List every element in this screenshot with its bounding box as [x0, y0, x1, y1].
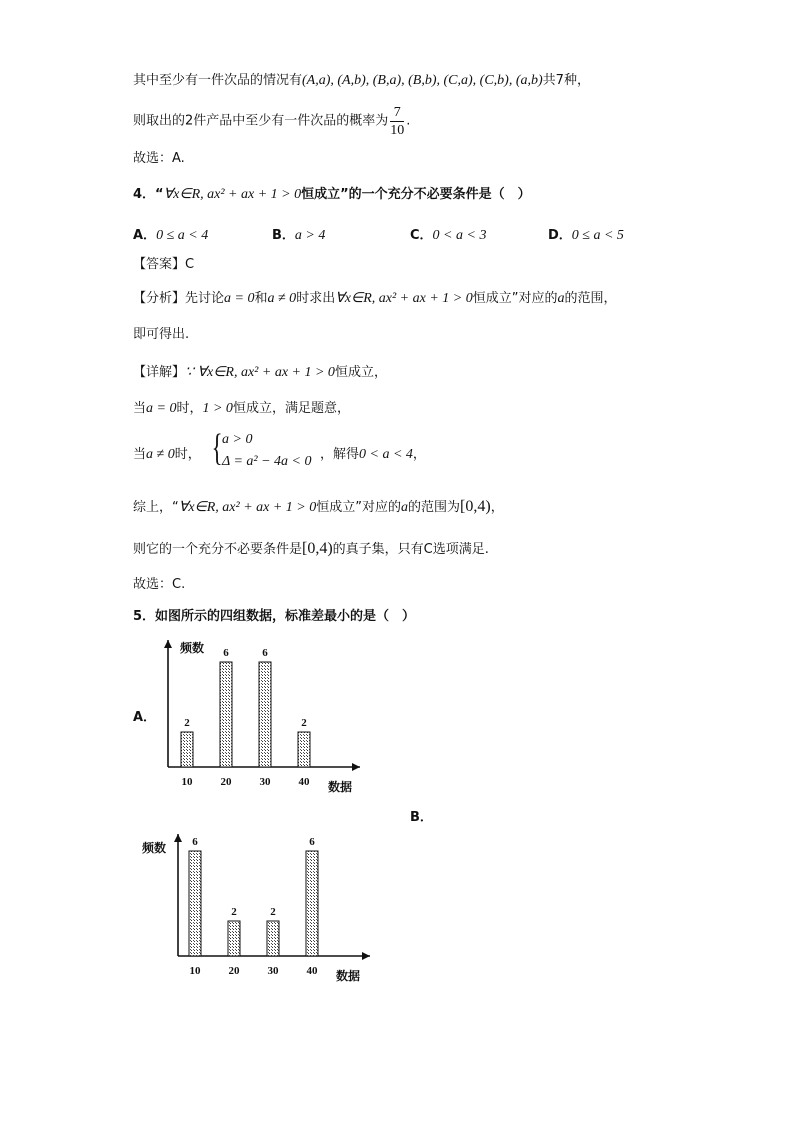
data-label: 6 — [262, 647, 268, 659]
option-b-label: B． — [272, 228, 295, 243]
tick-label: 30 — [259, 776, 271, 788]
choose-text: 故选：C. — [133, 577, 186, 592]
analysis-text-6: 即可得出. — [133, 327, 190, 342]
q4-stem — [133, 186, 531, 204]
option-b-text: a > 4 — [294, 228, 326, 243]
tick-label: 10 — [181, 776, 193, 788]
bar — [267, 921, 279, 956]
data-label: 6 — [309, 836, 315, 848]
x-axis-label: 数据 — [328, 780, 353, 794]
q4-detail — [133, 364, 387, 382]
q4-option-a — [133, 224, 208, 244]
q4-number: 4． — [133, 187, 156, 202]
line1-suffix: 共7种， — [542, 73, 590, 88]
bar — [306, 851, 318, 956]
q5-stem — [133, 608, 415, 626]
analysis-tag: 【分析】 — [133, 291, 186, 306]
bar — [220, 662, 232, 767]
case2-text-d: ， — [412, 447, 426, 462]
y-axis-label: 频数 — [180, 641, 205, 655]
option-a-text: 0 ≤ a < 4 — [156, 228, 209, 243]
x-axis-arrow — [362, 952, 370, 960]
text-line-2 — [133, 104, 410, 139]
answer-tag: 【答案】 — [133, 257, 186, 272]
option-d-text: 0 ≤ a < 5 — [571, 228, 624, 243]
case2-text-a: 当 — [133, 447, 147, 462]
case1-text-b: 时， — [176, 401, 203, 416]
chart-a — [160, 636, 380, 796]
tick-label: 40 — [298, 776, 310, 788]
data-label: 6 — [223, 647, 229, 659]
y-axis-arrow — [164, 640, 172, 648]
case1-math-2: 1 > 0 — [202, 401, 233, 416]
bar — [259, 662, 271, 767]
then-interval: [0,4) — [302, 540, 333, 557]
case2-text-c: ，解得 — [320, 447, 360, 462]
q4-case-1 — [133, 400, 350, 418]
line1-pairs: (A,a), (A,b), (B,a), (B,b), (C,a), (C,b), (a,b) — [302, 73, 543, 88]
q5-label-b: B． — [410, 810, 433, 825]
then-text-a: 则它的一个充分不必要条件是 — [133, 542, 303, 557]
case1-text-a: 当 — [133, 401, 147, 416]
analysis-text-5: 的范围， — [564, 291, 617, 306]
then-text-b: 的真子集，只有C选项满足. — [332, 542, 489, 557]
line1-prefix: 其中至少有一件次品的情况有 — [133, 73, 303, 88]
detail-text-1: 恒成立， — [334, 365, 387, 380]
q4-then — [133, 540, 489, 559]
line3-text: 故选：A. — [133, 151, 185, 166]
option-c-text: 0 < a < 3 — [432, 228, 487, 243]
case1-text-c: 恒成立，满足题意， — [232, 401, 350, 416]
summary-text-d: ， — [490, 500, 504, 515]
probability-fraction — [390, 104, 404, 139]
q4-choose — [133, 576, 185, 594]
y-axis-label: 频数 — [142, 841, 167, 855]
fraction-numerator: 7 — [390, 104, 404, 122]
data-label: 2 — [184, 717, 190, 729]
data-label: 2 — [231, 906, 237, 918]
tick-label: 40 — [306, 965, 318, 977]
bar — [189, 851, 201, 956]
tick-label: 20 — [220, 776, 232, 788]
tick-label: 20 — [228, 965, 240, 977]
bar — [298, 732, 310, 767]
detail-math-1: ∵ ∀x∈R, ax² + ax + 1 > 0 — [185, 365, 335, 380]
case1-math: a = 0 — [146, 401, 177, 416]
x-axis-label: 数据 — [336, 969, 361, 983]
left-brace: { — [211, 427, 223, 469]
data-label: 2 — [301, 717, 307, 729]
q4-stem-math: ∀x∈R, ax² + ax + 1 > 0 — [163, 187, 302, 202]
summary-text-c: 的范围为 — [408, 500, 461, 515]
analysis-text-4: 恒成立”对应的 — [472, 291, 558, 306]
q4-stem-rest: 恒成立”的一个充分不必要条件是（ ） — [301, 187, 531, 202]
q4-case-2-prefix — [133, 446, 201, 464]
y-axis-arrow — [174, 834, 182, 842]
analysis-math-2: a ≠ 0 — [267, 291, 297, 306]
analysis-math-4: a — [557, 291, 565, 306]
case2-math-2: 0 < a < 4 — [359, 447, 413, 462]
text-line-3 — [133, 150, 185, 168]
analysis-math-3: ∀x∈R, ax² + ax + 1 > 0 — [335, 291, 473, 306]
analysis-text-1: 先讨论 — [185, 291, 225, 306]
data-label: 2 — [270, 906, 276, 918]
text-line-1 — [133, 72, 590, 90]
answer-value: C — [185, 257, 195, 272]
q4-case-2-suffix — [320, 446, 426, 464]
option-d-label: D． — [548, 228, 572, 243]
option-c-label: C． — [410, 228, 433, 243]
summary-text-b: 恒成立”对应的 — [316, 500, 402, 515]
q4-summary — [133, 498, 504, 517]
case2-math: a ≠ 0 — [146, 447, 175, 462]
summary-text-a: 综上，“ — [133, 500, 179, 515]
q4-open-quote: “ — [155, 187, 164, 202]
option-a-label: A． — [133, 228, 157, 243]
case2-text-b: 时， — [174, 447, 201, 462]
q5-label-a: A． — [133, 710, 157, 725]
tick-label: 30 — [267, 965, 279, 977]
summary-math: ∀x∈R, ax² + ax + 1 > 0 — [178, 500, 317, 515]
tick-label: 10 — [189, 965, 201, 977]
summary-math-2: a — [401, 500, 409, 515]
bar — [228, 921, 240, 956]
system-row-1: a > 0 — [222, 432, 253, 447]
chart-b — [140, 830, 380, 995]
q4-analysis-cont — [133, 326, 189, 344]
analysis-text-3: 时求出 — [296, 291, 336, 306]
line2-prefix: 则取出的2件产品中至少有一件次品的概率为 — [133, 113, 389, 129]
data-label: 6 — [192, 836, 198, 848]
q4-analysis — [133, 290, 616, 308]
detail-tag: 【详解】 — [133, 365, 186, 380]
system-row-2: Δ = a² − 4a < 0 — [222, 454, 312, 469]
line2-suffix: . — [406, 113, 411, 129]
q4-option-d — [548, 224, 624, 244]
summary-interval: [0,4) — [460, 498, 491, 515]
q4-option-c — [410, 224, 486, 244]
x-axis-arrow — [352, 763, 360, 771]
q4-option-b — [272, 224, 325, 244]
analysis-math-1: a = 0 — [224, 291, 255, 306]
q4-answer — [133, 256, 194, 274]
analysis-text-2: 和 — [254, 291, 268, 306]
bar — [181, 732, 193, 767]
q5-stem-text: 5．如图所示的四组数据，标准差最小的是（ ） — [133, 609, 416, 624]
fraction-denominator: 10 — [390, 123, 405, 138]
